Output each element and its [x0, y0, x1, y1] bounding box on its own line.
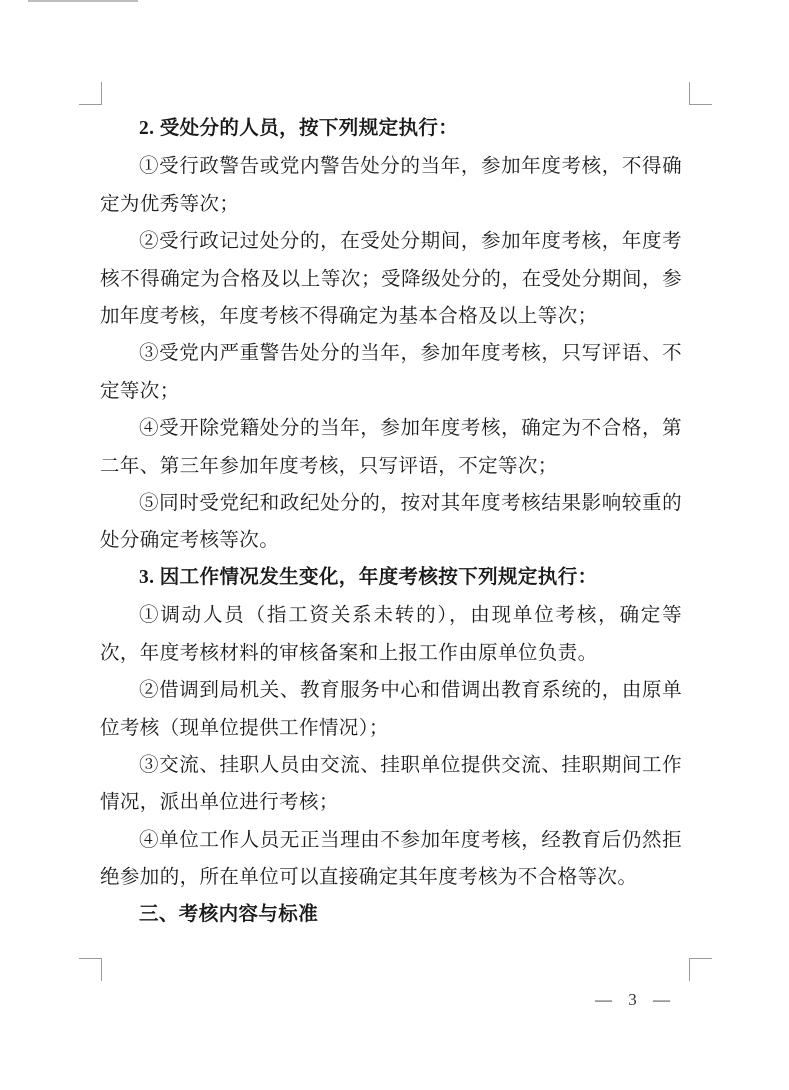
paragraph: ③受党内严重警告处分的当年，参加年度考核，只写评语、不定等次； [100, 341, 682, 402]
section-heading: 3. 因工作情况发生变化，年度考核按下列规定执行： [139, 566, 598, 588]
paragraph: ③交流、挂职人员由交流、挂职单位提供交流、挂职期间工作情况，派出单位进行考核； [100, 752, 682, 814]
header-rule [28, 0, 138, 2]
paragraph: ④单位工作人员无正当理由不参加年度考核，经教育后仍然拒绝参加的，所在单位可以直接确定其年度考核为不合格等次。 [100, 827, 682, 889]
paragraph: ①调动人员（指工资关系未转的），由现单位考核，确定等次，年度考核材料的审核备案和上报工作由原单位负责。 [100, 603, 682, 664]
crop-mark-bottom-right [689, 958, 712, 981]
page-number: — 3 — [595, 990, 676, 1009]
crop-mark-top-right [689, 82, 712, 105]
paragraph: ⑤同时受党纪和政纪处分的，按对其年度考核结果影响较重的处分确定考核等次。 [100, 491, 682, 552]
paragraph: ④受开除党籍处分的当年，参加年度考核，确定为不合格，第二年、第三年参加年度考核，只写评语，不定等次； [100, 416, 682, 477]
paragraph: ①受行政警告或党内警告处分的当年，参加年度考核，不得确定为优秀等次； [100, 154, 682, 215]
crop-mark-bottom-left [79, 958, 102, 981]
paragraph: ②借调到局机关、教育服务中心和借调出教育系统的，由原单位考核（现单位提供工作情况）； [100, 678, 682, 739]
document-body [100, 110, 682, 933]
section-heading: 2. 受处分的人员，按下列规定执行： [139, 118, 459, 139]
crop-mark-top-left [79, 82, 102, 105]
paragraph: ②受行政记过处分的，在受处分期间，参加年度考核，年度考核不得确定为合格及以上等次；受降级处分的，在受处分期间，参加年度考核，年度考核不得确定为基本合格及以上等次； [100, 229, 682, 328]
section-heading: 三、考核内容与标准 [139, 903, 319, 925]
